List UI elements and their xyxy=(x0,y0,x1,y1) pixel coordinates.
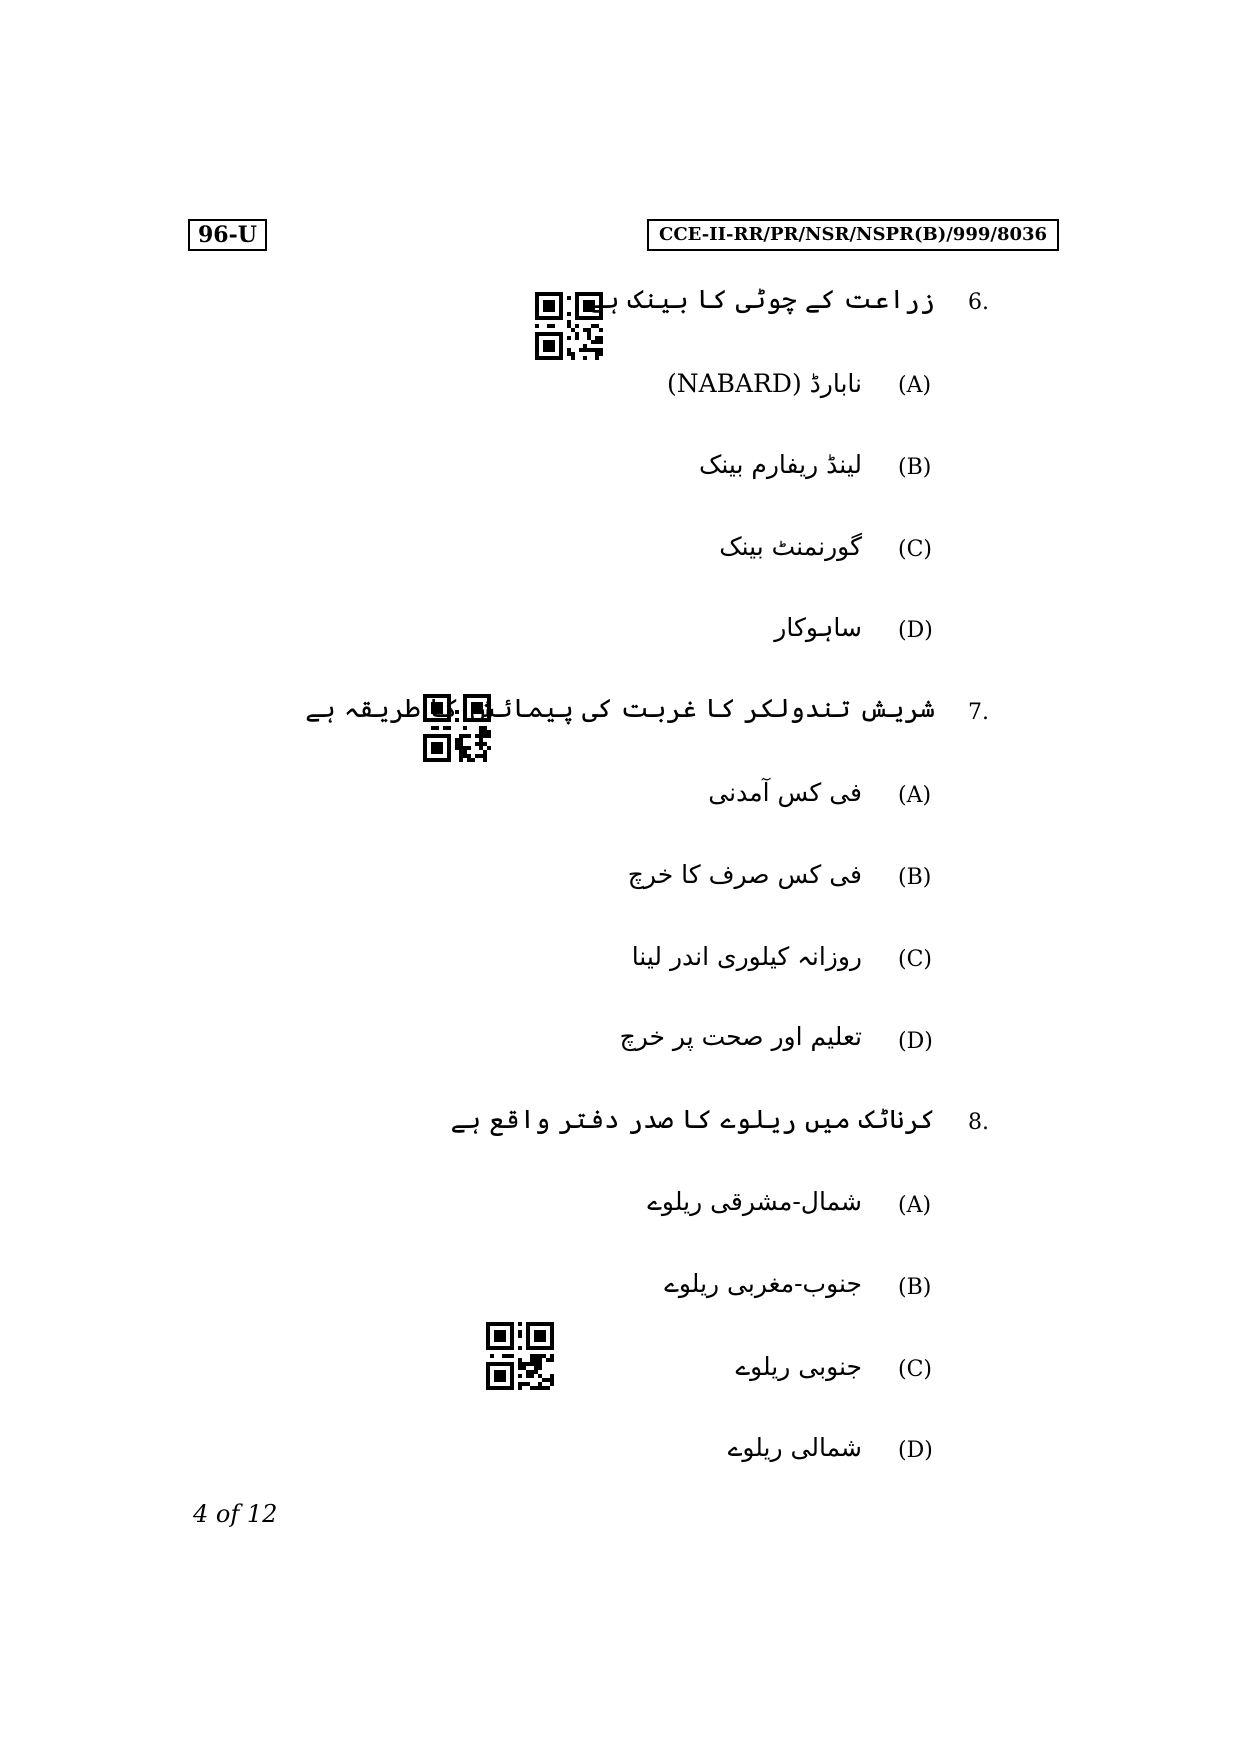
option-text: شمال-مشرقی ریلوے xyxy=(647,1187,862,1216)
option-letter: (D) xyxy=(898,1029,933,1054)
option-letter: (D) xyxy=(898,1438,933,1463)
option-letter: (C) xyxy=(898,537,932,562)
question-number: 8. xyxy=(968,1110,989,1135)
option-letter: (C) xyxy=(898,1357,932,1382)
option-text: فی کس صرف کا خرچ xyxy=(627,860,862,889)
option-letter: (A) xyxy=(898,783,932,808)
option-text: گورنمنٹ بینک xyxy=(719,532,862,561)
option-letter: (B) xyxy=(898,455,932,480)
question-number: 6. xyxy=(968,290,989,315)
option-letter: (A) xyxy=(898,1193,932,1218)
option-text: نابارڈ (NABARD) xyxy=(666,369,862,398)
option-letter: (A) xyxy=(898,373,932,398)
option-letter: (D) xyxy=(898,618,933,643)
option-text: ساہوکار xyxy=(774,613,862,642)
option-letter: (B) xyxy=(898,1275,932,1300)
option-text: شمالی ریلوے xyxy=(727,1433,862,1462)
question-stem: کرناٹک میں ریلوے کا صدر دفتر واقع ہے xyxy=(450,1105,935,1135)
question-number: 7. xyxy=(968,700,989,725)
option-text: روزانہ کیلوری اندر لینا xyxy=(631,942,862,971)
page-indicator: 4 of 12 xyxy=(193,1500,278,1528)
reference-code-box: CCE-II-RR/PR/NSR/NSPR(B)/999/8036 xyxy=(647,219,1059,251)
option-text: فی کس آمدنی xyxy=(708,778,862,807)
option-text: تعلیم اور صحت پر خرچ xyxy=(619,1022,862,1051)
paper-code-box: 96-U xyxy=(188,219,267,251)
option-letter: (B) xyxy=(898,865,932,890)
qr-code-question-8 xyxy=(486,1322,554,1390)
option-letter: (C) xyxy=(898,947,932,972)
option-text: لینڈ ریفارم بینک xyxy=(699,450,862,479)
question-stem: زراعت کے چوٹی کا بینک ہے xyxy=(588,285,935,315)
option-text: جنوبی ریلوے xyxy=(735,1352,862,1381)
question-stem: شریش تندولکر کا غربت کی پیمائش کا طریقہ ہے xyxy=(305,694,935,724)
option-text: جنوب-مغربی ریلوے xyxy=(664,1269,862,1298)
